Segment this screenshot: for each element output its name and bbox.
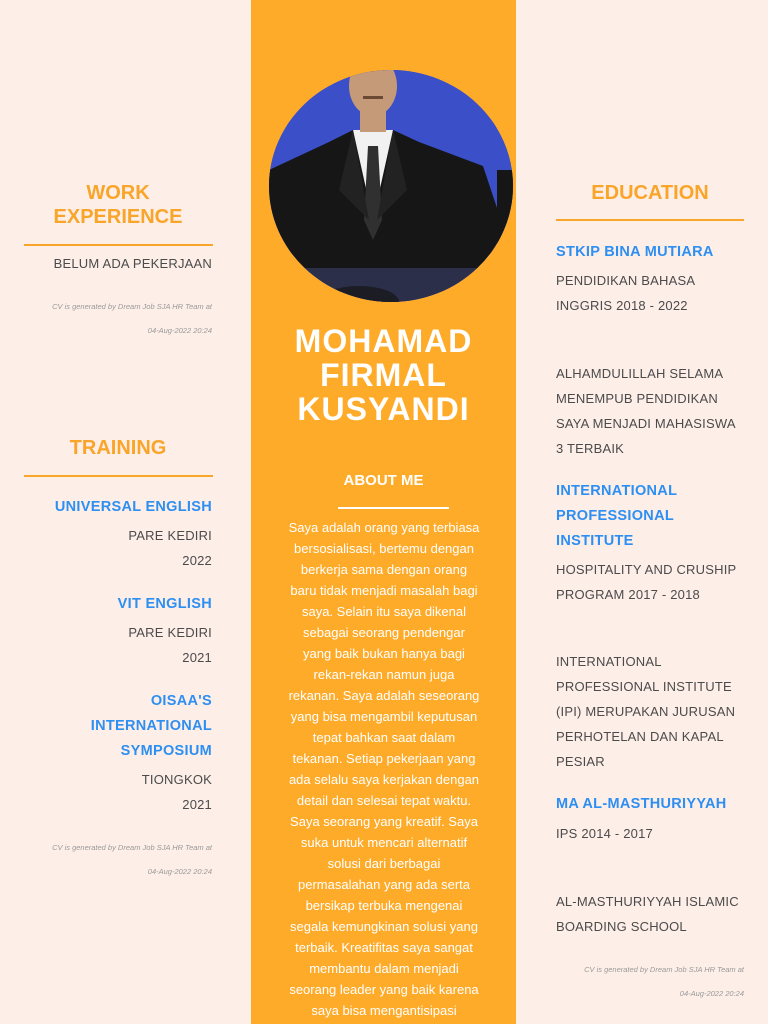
education-item-detail: HOSPITALITY AND CRUSHIP xyxy=(556,562,737,577)
education-item-name: PROFESSIONAL xyxy=(556,508,674,524)
work-generated-date: 04-Aug-2022 20:24 xyxy=(147,326,212,335)
left-column xyxy=(0,0,250,1024)
training-item-name: INTERNATIONAL xyxy=(90,718,212,734)
training-item-place: PARE KEDIRI xyxy=(128,625,212,640)
work-generated-note: CV is generated by Dream Job SJA HR Team at xyxy=(52,302,212,311)
training-divider xyxy=(24,475,213,477)
education-item-name: STKIP BINA MUTIARA xyxy=(556,244,714,260)
about-me-line: saya. Selain itu saya dikenal xyxy=(301,604,467,619)
name-line: FIRMAL xyxy=(320,357,447,393)
education-item-desc: AL-MASTHURIYYAH ISLAMIC xyxy=(556,894,739,909)
education-item-desc: MENEMPUB PENDIDIKAN xyxy=(556,391,718,406)
work-experience-title xyxy=(0,181,236,229)
education-item-detail: INGGRIS 2018 - 2022 xyxy=(556,298,688,313)
training-item-year: 2021 xyxy=(182,797,212,812)
about-me-line: bersosialisasi, bertemu dengan xyxy=(294,541,474,556)
about-me-line: segala kemungkinan solusi yang xyxy=(290,919,478,934)
about-me-line: yang baik bukan hanya bagi xyxy=(303,646,465,661)
education-title: EDUCATION xyxy=(591,182,709,204)
profile-photo xyxy=(269,70,513,302)
training-generated-note: CV is generated by Dream Job SJA HR Team at xyxy=(52,843,212,852)
about-me-line: membantu dalam menjadi xyxy=(309,961,459,976)
education-item-desc: PESIAR xyxy=(556,754,605,769)
education-item-desc: PERHOTELAN DAN KAPAL xyxy=(556,729,724,744)
about-me-line: saya bisa mengantisipasi xyxy=(311,1003,457,1018)
education-divider xyxy=(556,219,744,221)
training-generated-date: 04-Aug-2022 20:24 xyxy=(147,867,212,876)
about-me-line: rekanan. Saya adalah seseorang xyxy=(288,688,480,703)
education-item-desc: (IPI) MERUPAKAN JURUSAN xyxy=(556,704,736,719)
education-item-desc: INTERNATIONAL xyxy=(556,654,662,669)
name-line: MOHAMAD xyxy=(294,323,473,359)
center-column xyxy=(251,0,516,1024)
about-me-text xyxy=(273,517,495,1021)
work-title-line: WORK xyxy=(86,182,150,204)
about-me-line: Saya seorang yang kreatif. Saya xyxy=(290,814,478,829)
about-me-line: yang bisa mengambil keputusan xyxy=(290,709,478,724)
education-generated-note: CV is generated by Dream Job SJA HR Team at xyxy=(584,965,744,974)
about-divider xyxy=(338,507,449,509)
education-item-name: INTERNATIONAL xyxy=(556,483,678,499)
about-me-line: rekan-rekan namun juga xyxy=(313,667,455,682)
work-divider xyxy=(24,244,213,246)
education-item-desc: BOARDING SCHOOL xyxy=(556,919,687,934)
work-entry: BELUM ADA PEKERJAAN xyxy=(53,256,212,271)
training-item-year: 2021 xyxy=(182,650,212,665)
education-item-desc: ALHAMDULILLAH SELAMA xyxy=(556,366,724,381)
training-item-place: PARE KEDIRI xyxy=(128,528,212,543)
education-item-name: MA AL-MASTHURIYYAH xyxy=(556,796,727,812)
about-me-line: bersikap terbuka mengenai xyxy=(305,898,463,913)
profile-photo-illustration xyxy=(269,70,513,302)
education-item-detail: PENDIDIKAN BAHASA xyxy=(556,273,696,288)
about-me-line: berkerja sama dengan orang xyxy=(300,562,468,577)
candidate-name xyxy=(251,324,516,426)
training-item-name: UNIVERSAL ENGLISH xyxy=(54,499,212,515)
training-title: TRAINING xyxy=(69,437,167,459)
about-me-line: terbaik. Kreatifitas saya sangat xyxy=(295,940,473,955)
education-item-name: INSTITUTE xyxy=(556,533,634,549)
training-item-name: OISAA'S xyxy=(150,693,212,709)
education-item-desc: SAYA MENJADI MAHASISWA xyxy=(556,416,736,431)
about-me-title: ABOUT ME xyxy=(343,472,424,489)
about-me-line: seorang leader yang baik karena xyxy=(289,982,479,997)
about-me-line: suka untuk mencari alternatif xyxy=(300,835,468,850)
training-item-place: TIONGKOK xyxy=(141,772,212,787)
about-me-line: baru tidak menjadi masalah bagi xyxy=(290,583,478,598)
about-me-line: tepat bahkan saat dalam xyxy=(312,730,456,745)
about-me-line: solusi dari berbagai xyxy=(327,856,441,871)
education-item-detail: IPS 2014 - 2017 xyxy=(556,826,653,841)
about-me-line: detail dan selesai tepat waktu. xyxy=(296,793,472,808)
training-item-name: SYMPOSIUM xyxy=(120,743,212,759)
education-item-desc: 3 TERBAIK xyxy=(556,441,625,456)
name-line: KUSYANDI xyxy=(297,391,470,427)
about-me-line: Saya adalah orang yang terbiasa xyxy=(288,520,480,535)
right-column xyxy=(516,0,768,1024)
education-item-detail: PROGRAM 2017 - 2018 xyxy=(556,587,700,602)
about-me-line: ada selalu saya kerjakan dengan xyxy=(288,772,480,787)
training-item-name: VIT ENGLISH xyxy=(117,596,212,612)
about-me-line: sebagai seorang pendengar xyxy=(303,625,465,640)
about-me-line: tekanan. Setiap pekerjaan yang xyxy=(292,751,476,766)
about-me-line: permasalahan yang ada serta xyxy=(297,877,470,892)
work-title-line: EXPERIENCE xyxy=(53,206,183,228)
education-item-desc: PROFESSIONAL INSTITUTE xyxy=(556,679,732,694)
training-item-year: 2022 xyxy=(182,553,212,568)
education-generated-date: 04-Aug-2022 20:24 xyxy=(679,989,744,998)
